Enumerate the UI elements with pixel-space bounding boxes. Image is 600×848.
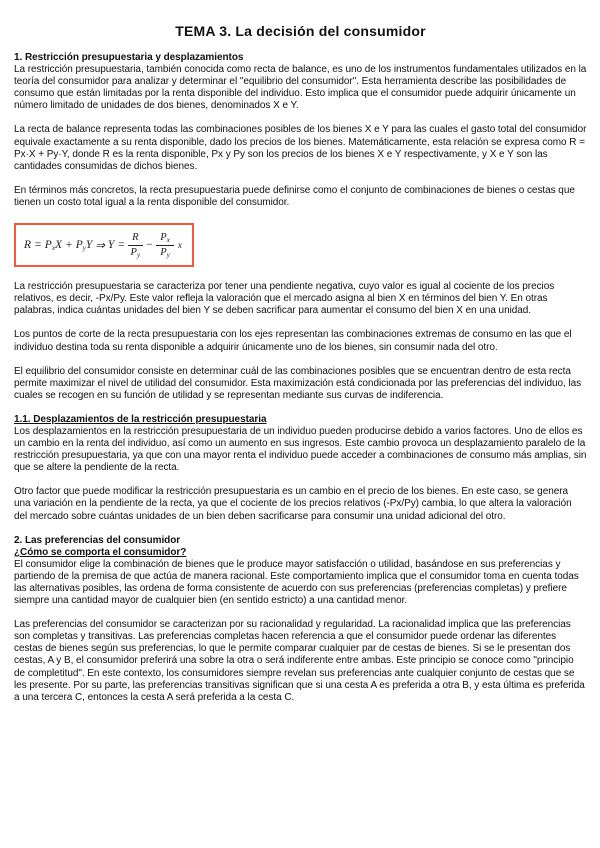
formula-subscript: y (166, 250, 170, 259)
fraction-r-over-py (128, 232, 142, 258)
section-1-1-heading: 1.1. Desplazamientos de la restricción presupuestaria (14, 413, 267, 425)
formula-token (45, 239, 62, 251)
paragraph-income-shift: Los desplazamientos en la restricción presupuestaria de un individuo pueden producirse debido a varios factores. Uno de ellos es un cambio en la renta del individuo, así como un aumento en sus ingresos. Este cambio provoca un desplazamiento paralelo de la restricción presupuestaria, ya que con una mayor renta el individuo puede acceder a combinaciones de consumo más amplias, sin que se altere la pendiente de la recta. (14, 425, 587, 474)
paragraph-budget-definition: En términos más concretos, la recta presupuestaria puede definirse como el conjunto de combinaciones de bienes o cestas que tienen un costo total igual a la renta disponible del consumidor. (14, 184, 575, 208)
formula-token: = (117, 239, 126, 252)
formula-token: P (75, 239, 83, 252)
formula-subscript: y (82, 244, 86, 253)
formula-token: + (64, 239, 73, 252)
formula-token: Y (107, 239, 115, 252)
section-1-heading: 1. Restricción presupuestaria y desplazamientos (14, 52, 244, 63)
paragraph-budget-intro: La restricción presupuestaria, también conocida como recta de balance, es uno de los instrumentos fundamentales utilizados en la teoría del consumidor para analizar y determinar el "equilibrio del consumidor". Esta herramienta describe las posibilidades de consumo que están limitadas por la renta disponible del individuo. Esto implica que el consumidor puede adquirir únicamente un número limitado de unidades de dos bienes, denominados X e Y. (14, 64, 587, 112)
fraction-numerator: R (128, 232, 142, 246)
paragraph-price-change: Otro factor que puede modificar la restricción presupuestaria es un cambio en el precio de los bienes. En este caso, se genera una variación en la pendiente de la recta, ya que el cociente de los precios relativos (-Px/Py) cambia, lo que altera la valoración del mercado sobre cuántas unidades de un bien deben sacrificarse para consumir una unidad adicional del otro. (14, 486, 572, 522)
implies-arrow: ⇒ (95, 240, 105, 253)
formula-token: P (160, 232, 167, 244)
paragraph-axis-intercepts: Los puntos de corte de la recta presupuestaria con los ejes representan las combinaciones extremas de consumo en las que el individuo destina toda su renta disponible a adquirir únicamente uno de los bienes, sin consumir nada del otro. (14, 329, 572, 353)
fraction-denominator (160, 246, 170, 259)
paragraph-balance-line: La recta de balance representa todas las combinaciones posibles de los bienes X e Y para las cuales el gasto total del consumidor equivale exactamente a su renta disponible, dado los precios de los bienes. Matemáticamente, esta relación se expresa como R = Px·X + Py·Y, donde R es la renta disponible, Px y Py son los precios de los bienes X e Y respectivamente, y X e Y son las cantidades consumidas de dichos bienes. (14, 124, 587, 172)
formula-token: R (24, 239, 32, 252)
paragraph-negative-slope: La restricción presupuestaria se caracteriza por tener una pendiente negativa, cuyo valor es igual al cociente de los precios relativos, es decir, -Px/Py. Este valor refleja la valoración que el mercado asigna al bien X en términos del bien Y. En otras palabras, indica cuántas unidades del bien Y se deben sacrificar para aumentar el consumo del bien X en una unidad. (14, 281, 555, 317)
paragraph-consumer-choice: El consumidor elige la combinación de bienes que le produce mayor satisfacción o utilidad, basándose en sus preferencias y partiendo de la premisa de que actúa de manera racional. Este comportamiento implica que el consumidor toma en cuenta todas las alternativas posibles, las ordena de forma consistente de acuerdo con sus preferencias (preferencias completas) y prefiere siempre una cantidad mayor de cualquier bien (en sentido estricto) a una cantidad menor. (14, 558, 579, 607)
formula-subscript: y (136, 250, 141, 259)
budget-line-formula (24, 232, 182, 258)
paragraph-consumer-equilibrium: El equilibrio del consumidor consiste en determinar cuál de las combinaciones posibles que se encuentran dentro de esta recta permite maximizar el nivel de utilidad del consumidor. Esta maximización está condicionada por las preferencias del individuo, las cuales se recogen en su función de utilidad y se representan mediante sus curvas de indiferencia. (14, 365, 582, 401)
formula-token (76, 239, 93, 251)
section-2-subheading: ¿Cómo se comporta el consumidor? (14, 546, 187, 558)
formula-subscript: x (166, 236, 170, 245)
formula-subscript: x (51, 244, 55, 253)
formula-token: P (130, 246, 137, 258)
formula-token: = (34, 239, 42, 252)
section-2-heading: 2. Las preferencias del consumidor (14, 534, 181, 546)
page-title: TEMA 3. La decisión del consumidor (175, 23, 426, 39)
formula-token: X (54, 239, 62, 252)
fraction-denominator (131, 246, 141, 259)
formula-token: P (160, 246, 167, 258)
paragraph-preferences-rationality: Las preferencias del consumidor se caracterizan por su racionalidad y regularidad. La racionalidad implica que las preferencias son completas y transitivas. Las preferencias completas hacen referencia a que el consumidor puede ordenar las diferentes cestas de bienes según sus preferencias, lo que le permite comparar cualquier par de cestas de bienes. Si se le presentan dos cestas, A y B, el consumidor preferirá una sobre la otra o será indiferente entre ambas. Este principio se conoce como "principio de completitud". En este contexto, los consumidores siempre revelan sus preferencias ante cualquier conjunto de cestas que se les presente. Por su parte, las preferencias transitivas significan que si una cesta A es preferida a otra B, y esta última es preferida a una tercera C, entonces la cesta A será preferida a la cesta C. (14, 619, 585, 703)
budget-line-formula-box (14, 223, 194, 267)
formula-token: − (145, 239, 154, 252)
formula-token: x (177, 240, 182, 251)
formula-token: P (44, 239, 52, 252)
formula-token: Y (85, 239, 93, 252)
fraction-px-over-py (156, 232, 174, 258)
fraction-numerator (156, 232, 174, 246)
